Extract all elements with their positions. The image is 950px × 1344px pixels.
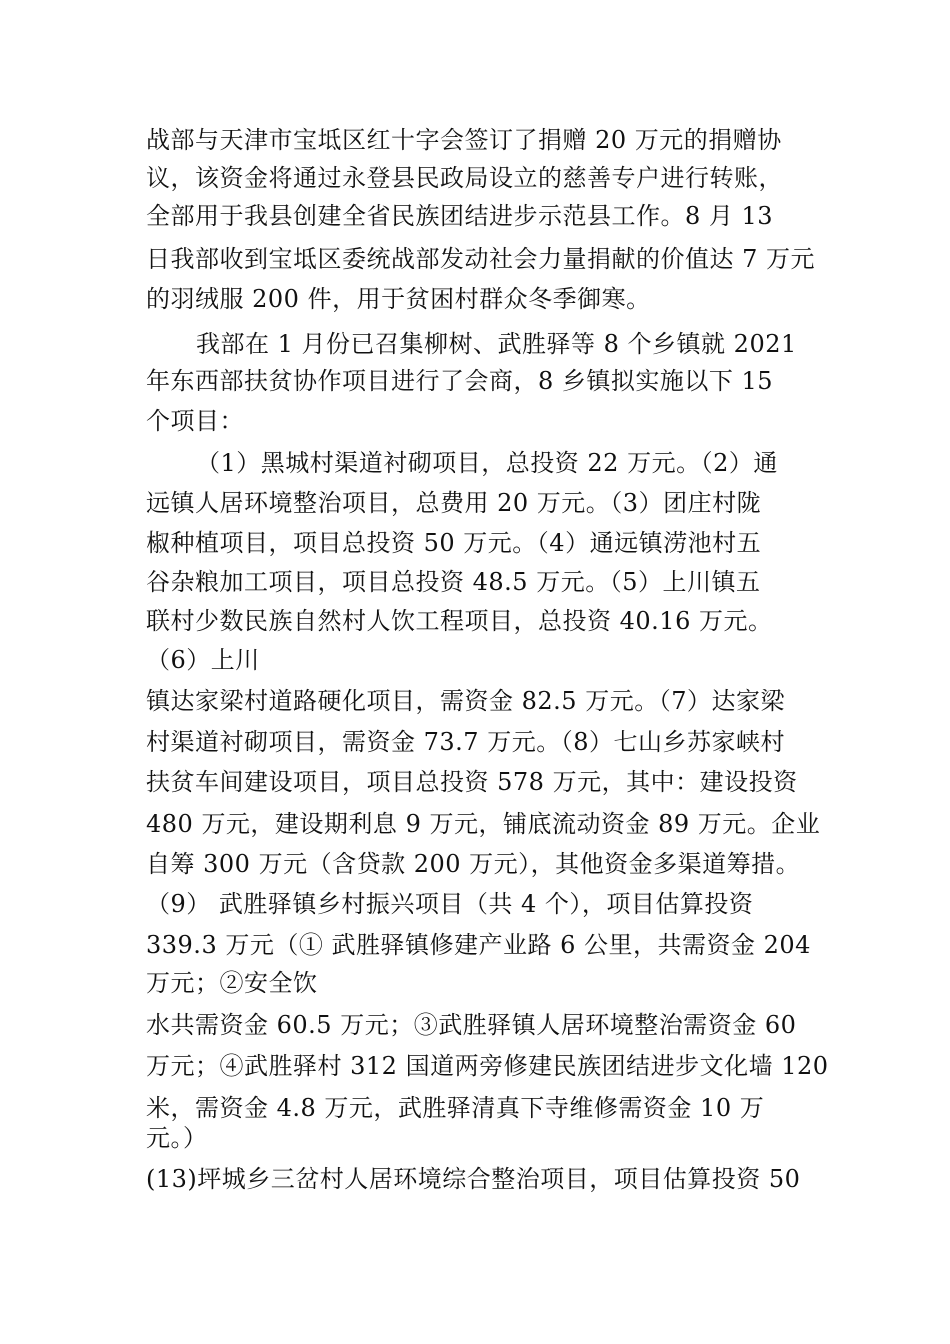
text-line: 谷杂粮加工项目，项目总投资 48.5 万元。（5）上川镇五 — [146, 568, 761, 596]
text-line: 自筹 300 万元（含贷款 200 万元），其他资金多渠道筹措。 — [146, 850, 801, 878]
text-line: 339.3 万元（① 武胜驿镇修建产业路 6 公里，共需资金 204 — [146, 931, 811, 959]
text-line: (13)坪城乡三岔村人居环境综合整治项目，项目估算投资 50 — [146, 1165, 801, 1193]
text-line: 镇达家梁村道路硬化项目，需资金 82.5 万元。（7）达家梁 — [146, 687, 785, 715]
text-line: 万元；④武胜驿村 312 国道两旁修建民族团结进步文化墙 120 — [146, 1052, 829, 1080]
text-line: 扶贫车间建设项目，项目总投资 578 万元，其中：建设投资 — [146, 768, 798, 796]
text-line: 日我部收到宝坻区委统战部发动社会力量捐献的价值达 7 万元 — [146, 245, 816, 273]
text-line: （6）上川 — [146, 646, 260, 674]
text-line: 议，该资金将通过永登县民政局设立的慈善专户进行转账， — [146, 164, 783, 192]
text-line: 椒种植项目，项目总投资 50 万元。（4）通远镇涝池村五 — [146, 529, 762, 557]
paragraph-first-line: 我部在 1 月份已召集柳树、武胜驿等 8 个乡镇就 2021 — [196, 330, 797, 358]
text-line: 米，需资金 4.8 万元，武胜驿清真下寺维修需资金 10 万 — [146, 1094, 765, 1122]
text-line: 水共需资金 60.5 万元；③武胜驿镇人居环境整治需资金 60 — [146, 1011, 797, 1039]
text-line: 元。） — [146, 1124, 208, 1152]
paragraph-first-line: （1）黑城村渠道衬砌项目，总投资 22 万元。（2）通 — [196, 449, 778, 477]
text-line: （9） 武胜驿镇乡村振兴项目（共 4 个），项目估算投资 — [146, 890, 754, 918]
text-line: 个项目： — [146, 407, 244, 435]
text-line: 万元；②安全饮 — [146, 969, 318, 997]
text-line: 年东西部扶贫协作项目进行了会商，8 乡镇拟实施以下 15 — [146, 367, 774, 395]
text-line: 远镇人居环境整治项目，总费用 20 万元。（3）团庄村陇 — [146, 489, 762, 517]
text-line: 的羽绒服 200 件，用于贫困村群众冬季御寒。 — [146, 285, 651, 313]
text-line: 480 万元，建设期利息 9 万元，铺底流动资金 89 万元。企业 — [146, 810, 821, 838]
text-line: 战部与天津市宝坻区红十字会签订了捐赠 20 万元的捐赠协 — [146, 126, 782, 154]
text-line: 全部用于我县创建全省民族团结进步示范县工作。8 月 13 — [146, 202, 774, 230]
text-line: 联村少数民族自然村人饮工程项目，总投资 40.16 万元。 — [146, 607, 773, 635]
text-line: 村渠道衬砌项目，需资金 73.7 万元。（8）七山乡苏家峡村 — [146, 728, 785, 756]
